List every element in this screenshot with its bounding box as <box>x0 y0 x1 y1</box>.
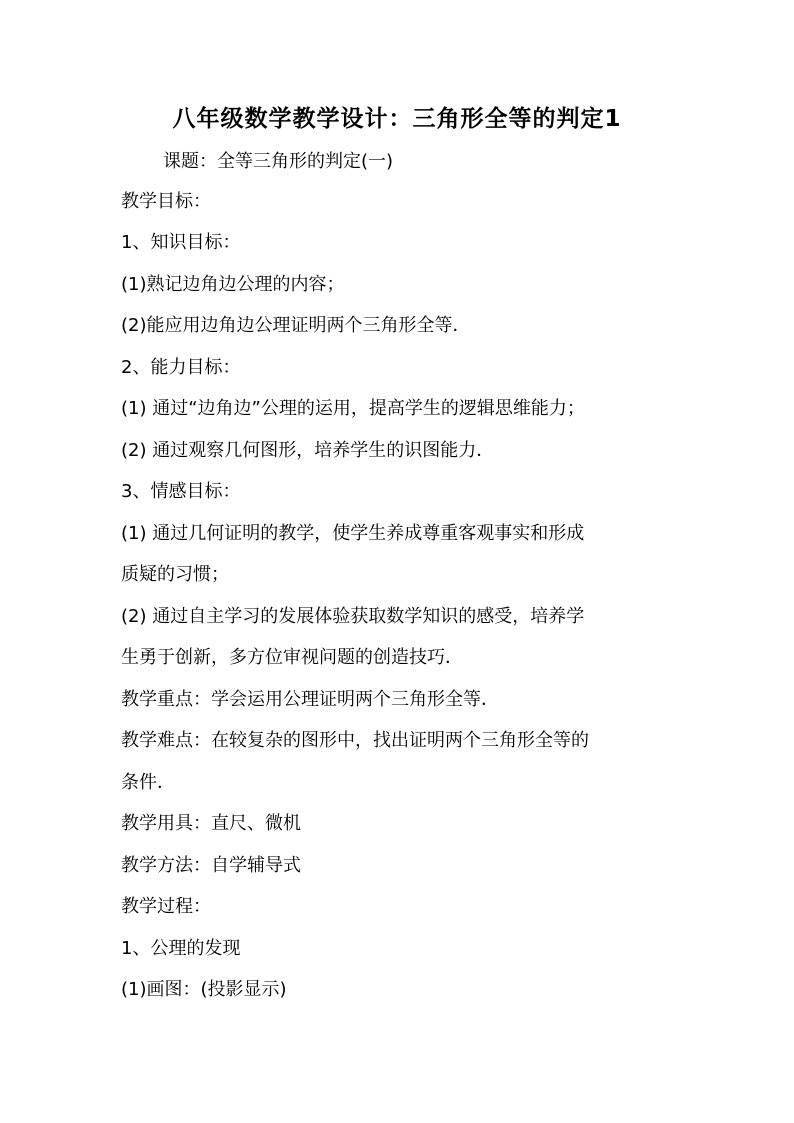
teaching-tools: 教学用具：直尺、微机 <box>121 813 301 834</box>
teaching-difficulty-line-2: 条件． <box>121 772 175 793</box>
document-title: 八年级数学教学设计：三角形全等的判定1 <box>172 106 622 132</box>
teaching-process-heading: 教学过程： <box>121 896 211 917</box>
drawing-step: (1)画图：(投影显示) <box>121 979 287 1000</box>
lesson-topic: 课题：全等三角形的判定(一) <box>163 151 394 172</box>
emotion-goal-item-1-line-1: (1) 通过几何证明的教学，使学生养成尊重客观事实和形成 <box>121 523 585 544</box>
ability-goal-item-2: (2) 通过观察几何图形，培养学生的识图能力． <box>121 440 495 461</box>
teaching-key-point: 教学重点：学会运用公理证明两个三角形全等． <box>121 689 499 710</box>
emotion-goal-item-2-line-2: 生勇于创新，多方位审视问题的创造技巧． <box>121 647 463 668</box>
emotion-goal-item-1-line-2: 质疑的习惯； <box>121 564 229 585</box>
knowledge-goal-item-1: (1)熟记边角边公理的内容； <box>121 274 345 295</box>
ability-goal-item-1: (1) 通过“边角边”公理的运用，提高学生的逻辑思维能力； <box>121 398 585 419</box>
teaching-method: 教学方法：自学辅导式 <box>121 855 301 876</box>
axiom-discovery-heading: 1、公理的发现 <box>121 938 241 959</box>
knowledge-goal-item-2: (2)能应用边角边公理证明两个三角形全等． <box>121 315 471 336</box>
emotion-goal-heading: 3、情感目标： <box>121 481 241 502</box>
teaching-difficulty-line-1: 教学难点：在较复杂的图形中，找出证明两个三角形全等的 <box>121 730 589 751</box>
teaching-goals-heading: 教学目标： <box>121 191 211 212</box>
emotion-goal-item-2-line-1: (2) 通过自主学习的发展体验获取数学知识的感受，培养学 <box>121 606 585 627</box>
knowledge-goal-heading: 1、知识目标： <box>121 232 241 253</box>
ability-goal-heading: 2、能力目标： <box>121 357 241 378</box>
